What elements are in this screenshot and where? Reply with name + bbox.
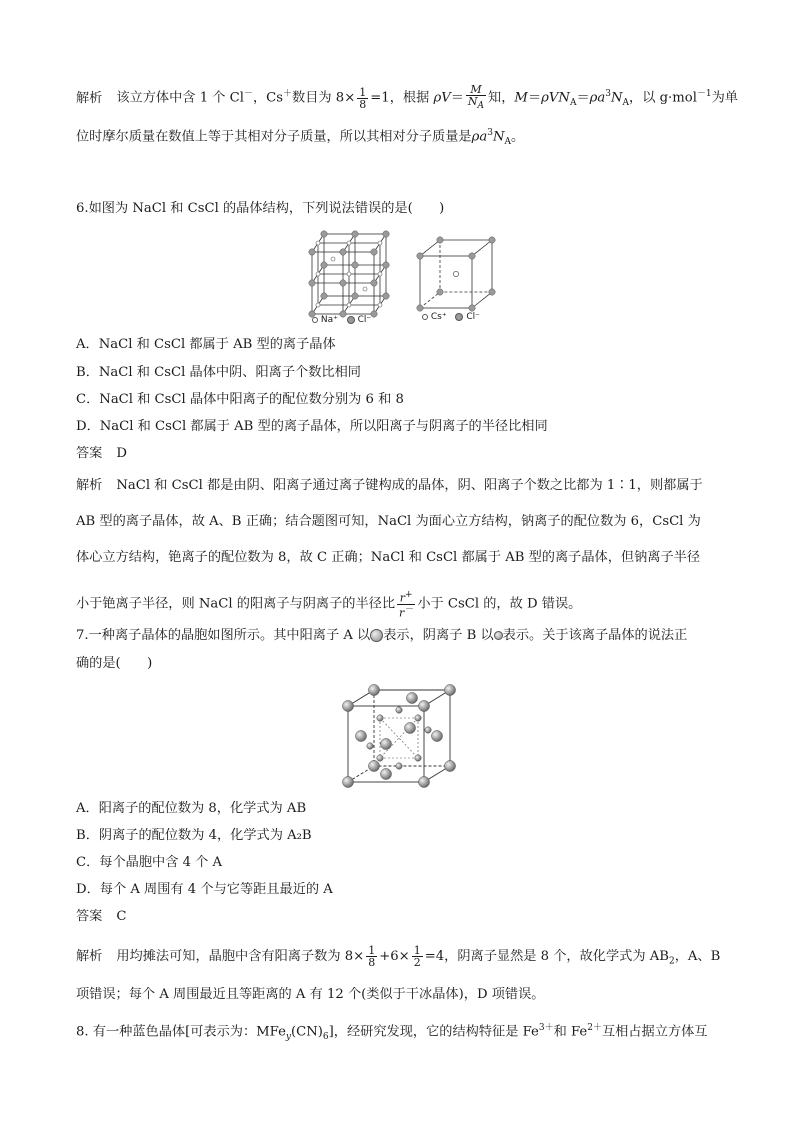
q6-answer bbox=[76, 445, 127, 463]
radius-ratio-fraction: $\frac{r^+}{r^-}$ bbox=[399, 590, 414, 620]
formula-result: ρa bbox=[471, 129, 488, 145]
answer-label: 答案 bbox=[76, 909, 103, 924]
q7-unit-cell-figure bbox=[340, 684, 460, 794]
q7-explanation-line1: 解析 用均摊法可知，晶胞中含有阳离子数为 8× $\frac{1}{8}$ +6× $\frac{1}{2}$ =4，阴离子显然是 8 个，故化学式为 $AB_2$，A、B bbox=[76, 944, 721, 969]
explanation-label: 解析 bbox=[76, 90, 103, 106]
formula-rho-v: ρV bbox=[433, 90, 451, 106]
q6-explanation-line1: 解析 NaCl 和 CsCl 都是由阴、阳离子通过离子键构成的晶体，阴、阳离子个数之比都为 1∶1，则都属于 bbox=[76, 478, 703, 493]
q6-option-d: D．NaCl 和 CsCl 都属于 AB 型的离子晶体，所以阳离子与阴离子的半径比相同 bbox=[76, 419, 548, 434]
q8-stem: 8. 有一种蓝色晶体[可表示为：$MFe_y(CN)_6$]，经研究发现，它的结构特征是 $Fe^{3+}$和 $Fe^{2+}$互相占据立方体互 bbox=[76, 1023, 708, 1043]
cation-circle-icon bbox=[422, 314, 428, 320]
q7-option-c: C．每个晶胞中含 4 个 A bbox=[76, 855, 223, 870]
formula-m: M bbox=[514, 90, 528, 106]
cscl-crystal-figure bbox=[412, 232, 502, 322]
answer-value: C bbox=[116, 909, 127, 924]
q5-explanation-line2: 位时摩尔质量在数值上等于其相对分子质量，所以其相对分子质量是$\rho a^3N_A$。 bbox=[76, 128, 525, 148]
anion-circle-icon bbox=[455, 313, 463, 321]
fraction: $\frac{1}{8}$ bbox=[368, 944, 376, 969]
q6-explanation-line4: 小于铯离子半径，则 NaCl 的阳离子与阴离子的半径比 $\frac{r^+}{r^-}$ 小于 CsCl 的，故 D 错误。 bbox=[76, 590, 582, 620]
answer-label: 答案 bbox=[76, 446, 103, 461]
q7-option-b: B．阴离子的配位数为 4，化学式为 A₂B bbox=[76, 828, 312, 843]
q7-explanation-line2: 项错误；每个 A 周围最近且等距离的 A 有 12 个(类似于干冰晶体)，D 项错误。 bbox=[76, 987, 545, 1002]
q7-answer bbox=[76, 908, 126, 926]
q7-option-d: D．每个 A 周围有 4 个与它等距且最近的 A bbox=[76, 882, 333, 897]
q7-stem-line1: 7.一种离子晶体的晶胞如图所示。其中阳离子 A 以 表示，阴离子 B 以 表示。关于该离子晶体的说法正 bbox=[76, 628, 688, 643]
anion-circle-icon bbox=[347, 316, 355, 324]
q6-explanation-line3: 体心立方结构，铯离子的配位数为 8，故 C 正确；NaCl 和 CsCl 都属于 AB 型的离子晶体，但钠离子半径 bbox=[76, 550, 701, 565]
fraction: $\frac{1}{2}$ bbox=[413, 944, 421, 969]
fraction: $\frac{M}{N_A}$ bbox=[467, 83, 485, 112]
q6-option-c: C．NaCl 和 CsCl 晶体中阳离子的配位数分别为 6 和 8 bbox=[76, 392, 404, 407]
explanation-label: 解析 bbox=[76, 949, 103, 964]
large-ball-icon bbox=[370, 629, 383, 642]
q6-option-a: A．NaCl 和 CsCl 都属于 AB 型的离子晶体 bbox=[76, 337, 336, 352]
fraction: $\frac{1}{8}$ bbox=[359, 85, 367, 111]
q6-stem: 6.如图为 NaCl 和 CsCl 的晶体结构，下列说法错误的是( ) bbox=[76, 201, 445, 216]
q6-explanation-line2: AB 型的离子晶体，故 A、B 正确；结合题图可知，NaCl 为面心立方结构，钠离子的配位数为 6，CsCl 为 bbox=[76, 514, 701, 529]
cscl-legend: Cs⁺ Cl⁻ bbox=[422, 312, 480, 322]
nacl-legend: Na⁺ Cl⁻ bbox=[312, 315, 371, 325]
answer-value: D bbox=[116, 446, 127, 461]
q7-option-a: A．阳离子的配位数为 8，化学式为 AB bbox=[76, 801, 307, 816]
cation-circle-icon bbox=[312, 317, 318, 323]
q6-option-b: B．NaCl 和 CsCl 晶体中阴、阳离子个数比相同 bbox=[76, 365, 361, 380]
q5-explanation-line1: 解析 该立方体中含 1 个 Cl－，Cs＋数目为 8× $\frac{1}{8}$ =1，根据 ρV＝ $\frac{M}{N_A}$ 知，$M=\rho VN_A=\rho a^3N_A$，以 g·mol$^{-1}$为单 bbox=[76, 83, 739, 112]
explanation-label: 解析 bbox=[76, 478, 103, 493]
q7-stem-line2: 确的是( ) bbox=[76, 656, 153, 671]
small-ball-icon bbox=[494, 631, 503, 640]
